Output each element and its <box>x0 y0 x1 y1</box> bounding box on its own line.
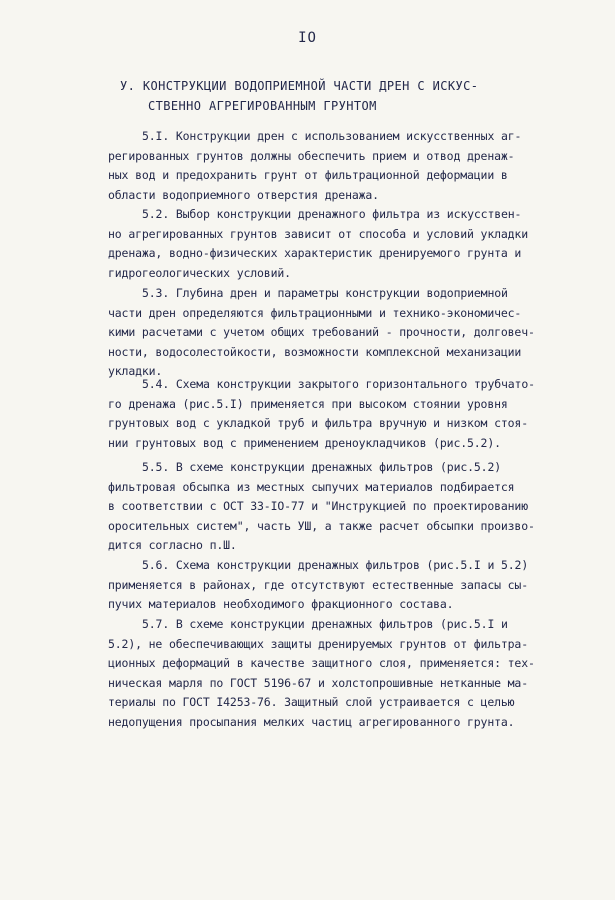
text-line: фильтровая обсыпка из местных сыпучих материалов подбирается <box>108 479 515 494</box>
text-line: части дрен определяются фильтрационными и технико-экономичес- <box>108 305 522 320</box>
text-line: области водоприемного отверстия дренажа. <box>108 187 379 202</box>
text-line: 5.5. В схеме конструкции дренажных фильтров (рис.5.2) <box>142 460 502 474</box>
paragraph-5-4 <box>108 375 568 453</box>
text-line: 5.6. Схема конструкции дренажных фильтров (рис.5.I и 5.2) <box>142 558 529 572</box>
text-line: го дренажа (рис.5.I) применяется при высоком стоянии уровня <box>108 396 508 411</box>
text-line: териалы по ГОСТ I4253-76. Защитный слой устраивается с целью <box>108 695 515 709</box>
text-line: кими расчетами с учетом общих требований - прочности, долговеч- <box>108 325 535 339</box>
paragraph-5-2 <box>108 205 568 283</box>
text-line: 5.7. В схеме конструкции дренажных фильтров (рис.5.I и <box>142 617 508 631</box>
section-heading <box>120 76 560 116</box>
text-line: регированных грунтов должны обеспечить прием и отвод дренаж- <box>108 148 515 163</box>
text-line: укладки. <box>108 364 163 378</box>
paragraph-5-6 <box>108 556 568 615</box>
text-line: 5.3. Глубина дрен и параметры конструкции водоприемной <box>142 286 508 300</box>
text-line: оросительных систем", часть УШ, а также расчет обсыпки произво- <box>108 518 535 533</box>
text-line: 5.2), не обеспечивающих защиты дренируемых грунтов от фильтра- <box>108 636 528 651</box>
paragraph-5-1 <box>108 127 568 205</box>
paragraph-5-5 <box>108 458 568 556</box>
text-line: ническая марля по ГОСТ 5196-67 и холстопрошивные нетканные ма- <box>108 675 528 690</box>
text-line: 5.4. Схема конструкции закрытого горизонтального трубчато- <box>142 377 535 391</box>
heading-line: СТВЕННО АГРЕГИРОВАННЫМ ГРУНТОМ <box>148 99 377 113</box>
heading-line: У. КОНСТРУКЦИИ ВОДОПРИЕМНОЙ ЧАСТИ ДРЕН С ИСКУС- <box>120 79 479 93</box>
text-line: нии грунтовых вод с применением дреноукладчиков (рис.5.2). <box>108 435 501 450</box>
text-line: дится согласно п.Ш. <box>108 538 237 552</box>
text-line: гидрогеологических условий. <box>108 265 291 280</box>
paragraph-5-3 <box>108 284 568 382</box>
text-line: недопущения просыпания мелких частиц агрегированного грунта. <box>108 714 515 729</box>
text-line: ных вод и предохранить грунт от фильтрационной деформации в <box>108 168 508 182</box>
text-line: дренажа, водно-физических характеристик дренируемого грунта и <box>108 246 522 260</box>
text-line: ционных деформаций в качестве защитного слоя, применяется: тех- <box>108 656 535 670</box>
text-line: ности, водосолестойкости, возможности комплексной механизации <box>108 344 522 359</box>
text-line: 5.I. Конструкции дрен с использованием искусственных аг- <box>142 129 522 143</box>
text-line: но агрегированных грунтов зависит от способа и условий укладки <box>108 226 528 241</box>
text-line: в соответствии с ОСТ 33-IO-77 и "Инструкцией по проектированию <box>108 499 528 513</box>
page-number: IO <box>298 30 317 46</box>
text-line: применяется в районах, где отсутствуют естественные запасы сы- <box>108 577 528 592</box>
paragraph-5-7 <box>108 615 568 732</box>
text-line: 5.2. Выбор конструкции дренажного фильтра из искусствен- <box>142 207 522 221</box>
text-line: пучих материалов необходимого фракционного состава. <box>108 597 454 611</box>
text-line: грунтовых вод с укладкой труб и фильтра вручную и низком стоя- <box>108 416 528 430</box>
